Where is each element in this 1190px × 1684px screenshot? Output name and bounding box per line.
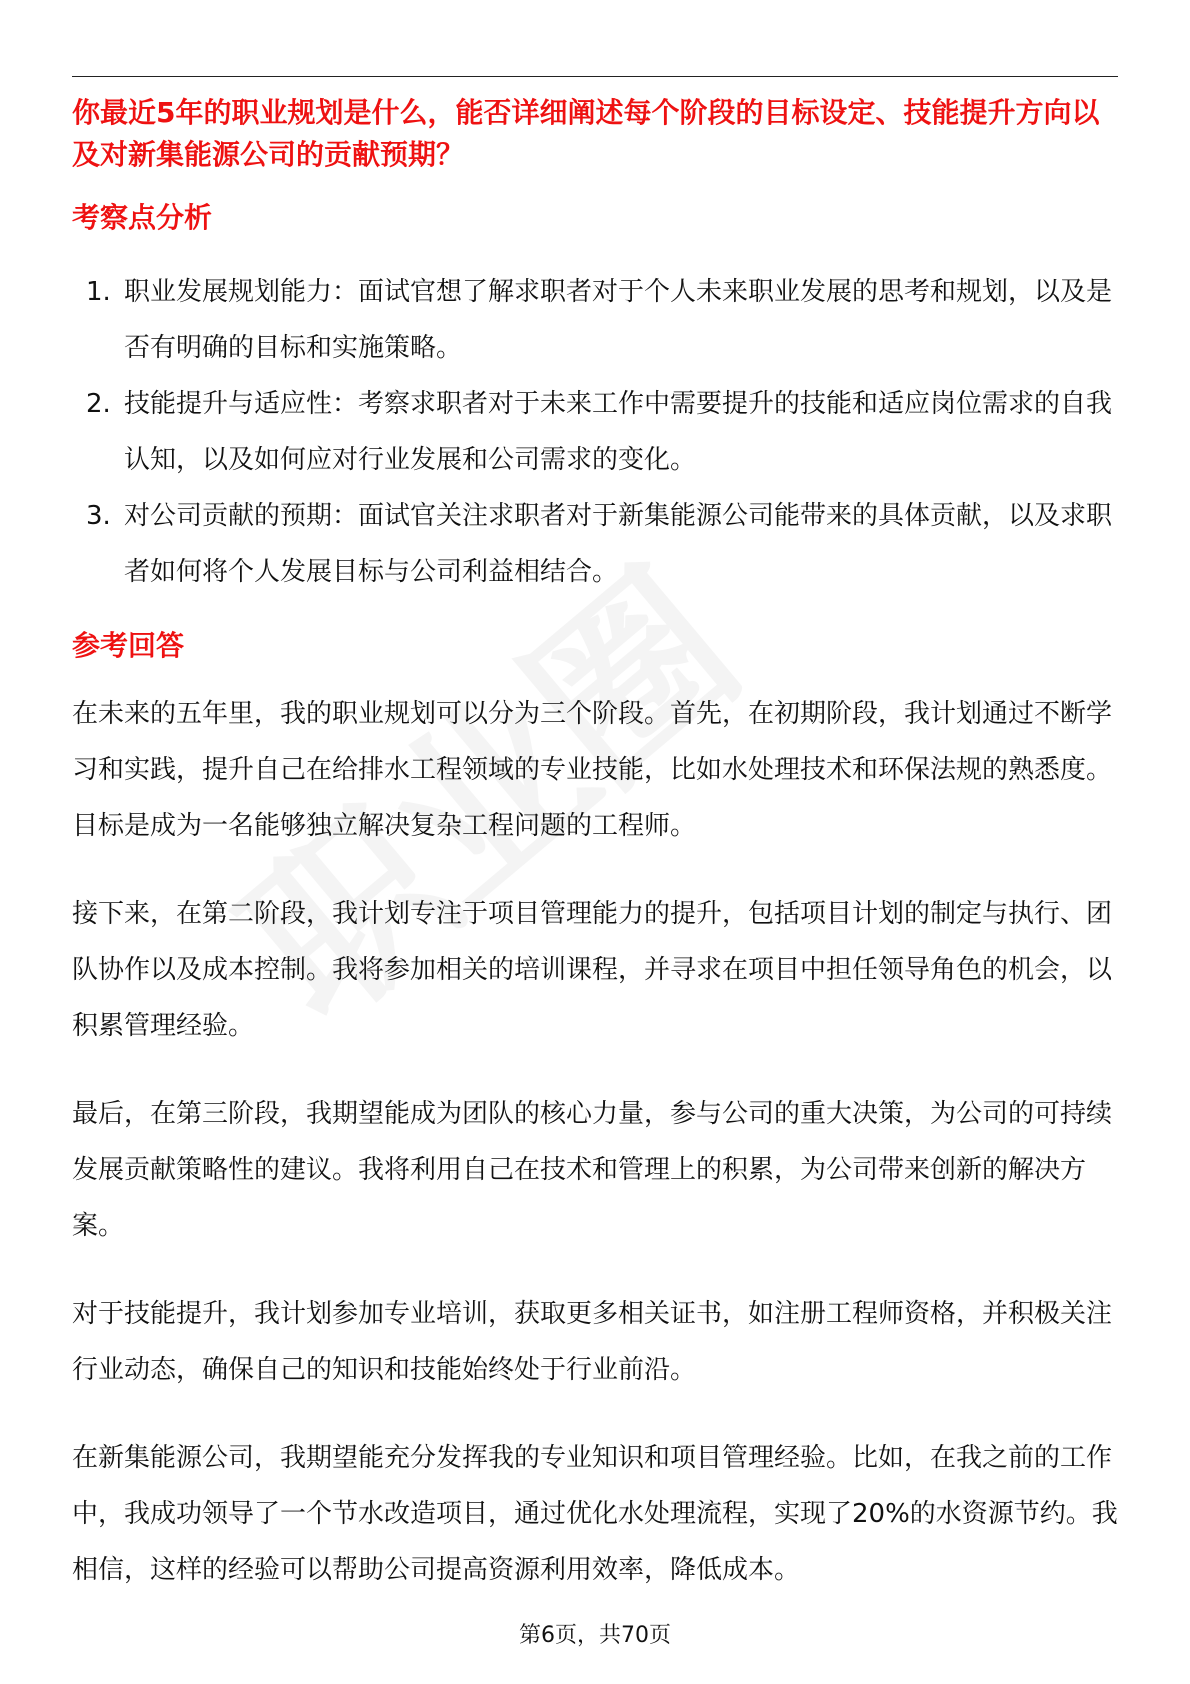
analysis-heading: 考察点分析 xyxy=(72,201,213,234)
question-heading: 你最近5年的职业规划是什么，能否详细阐述每个阶段的目标设定、技能提升方向以及对新集能源公司的贡献预期？ xyxy=(72,96,1100,171)
answer-paragraph: 在未来的五年里，我的职业规划可以分为三个阶段。首先，在初期阶段，我计划通过不断学习和实践，提升自己在给排水工程领域的专业技能，比如水处理技术和环保法规的熟悉度。目标是成为一名能够独立解决复杂工程问题的工程师。 xyxy=(72,699,1113,841)
analysis-list xyxy=(72,264,1118,600)
analysis-item-text: 对公司贡献的预期：面试官关注求职者对于新集能源公司能带来的具体贡献，以及求职者如何将个人发展目标与公司利益相结合。 xyxy=(124,501,1113,587)
analysis-item xyxy=(72,264,1118,376)
answer-heading: 参考回答 xyxy=(72,629,185,662)
analysis-item-text: 技能提升与适应性：考察求职者对于未来工作中需要提升的技能和适应岗位需求的自我认知，以及如何应对行业发展和公司需求的变化。 xyxy=(124,389,1113,475)
answer-paragraph: 接下来，在第二阶段，我计划专注于项目管理能力的提升，包括项目计划的制定与执行、团队协作以及成本控制。我将参加相关的培训课程，并寻求在项目中担任领导角色的机会，以积累管理经验。 xyxy=(72,899,1113,1041)
analysis-item-number: 3. xyxy=(86,501,111,531)
top-divider xyxy=(72,76,1118,77)
analysis-item xyxy=(72,488,1118,600)
answer-paragraph: 最后，在第三阶段，我期望能成为团队的核心力量，参与公司的重大决策，为公司的可持续发展贡献策略性的建议。我将利用自己在技术和管理上的积累，为公司带来创新的解决方案。 xyxy=(72,1099,1113,1241)
analysis-item-text: 职业发展规划能力：面试官想了解求职者对于个人未来职业发展的思考和规划，以及是否有明确的目标和实施策略。 xyxy=(124,277,1113,363)
answer-body xyxy=(72,686,1118,1598)
answer-paragraph: 在新集能源公司，我期望能充分发挥我的专业知识和项目管理经验。比如，在我之前的工作中，我成功领导了一个节水改造项目，通过优化水处理流程，实现了20%的水资源节约。我相信，这样的经验可以帮助公司提高资源利用效率，降低成本。 xyxy=(72,1443,1118,1585)
answer-paragraph: 对于技能提升，我计划参加专业培训，获取更多相关证书，如注册工程师资格，并积极关注行业动态，确保自己的知识和技能始终处于行业前沿。 xyxy=(72,1299,1113,1385)
analysis-item-number: 1. xyxy=(86,277,111,307)
page-content xyxy=(72,92,1118,1598)
page-number: 第6页，共70页 xyxy=(519,1623,671,1648)
analysis-item-number: 2. xyxy=(86,389,111,419)
analysis-item xyxy=(72,376,1118,488)
